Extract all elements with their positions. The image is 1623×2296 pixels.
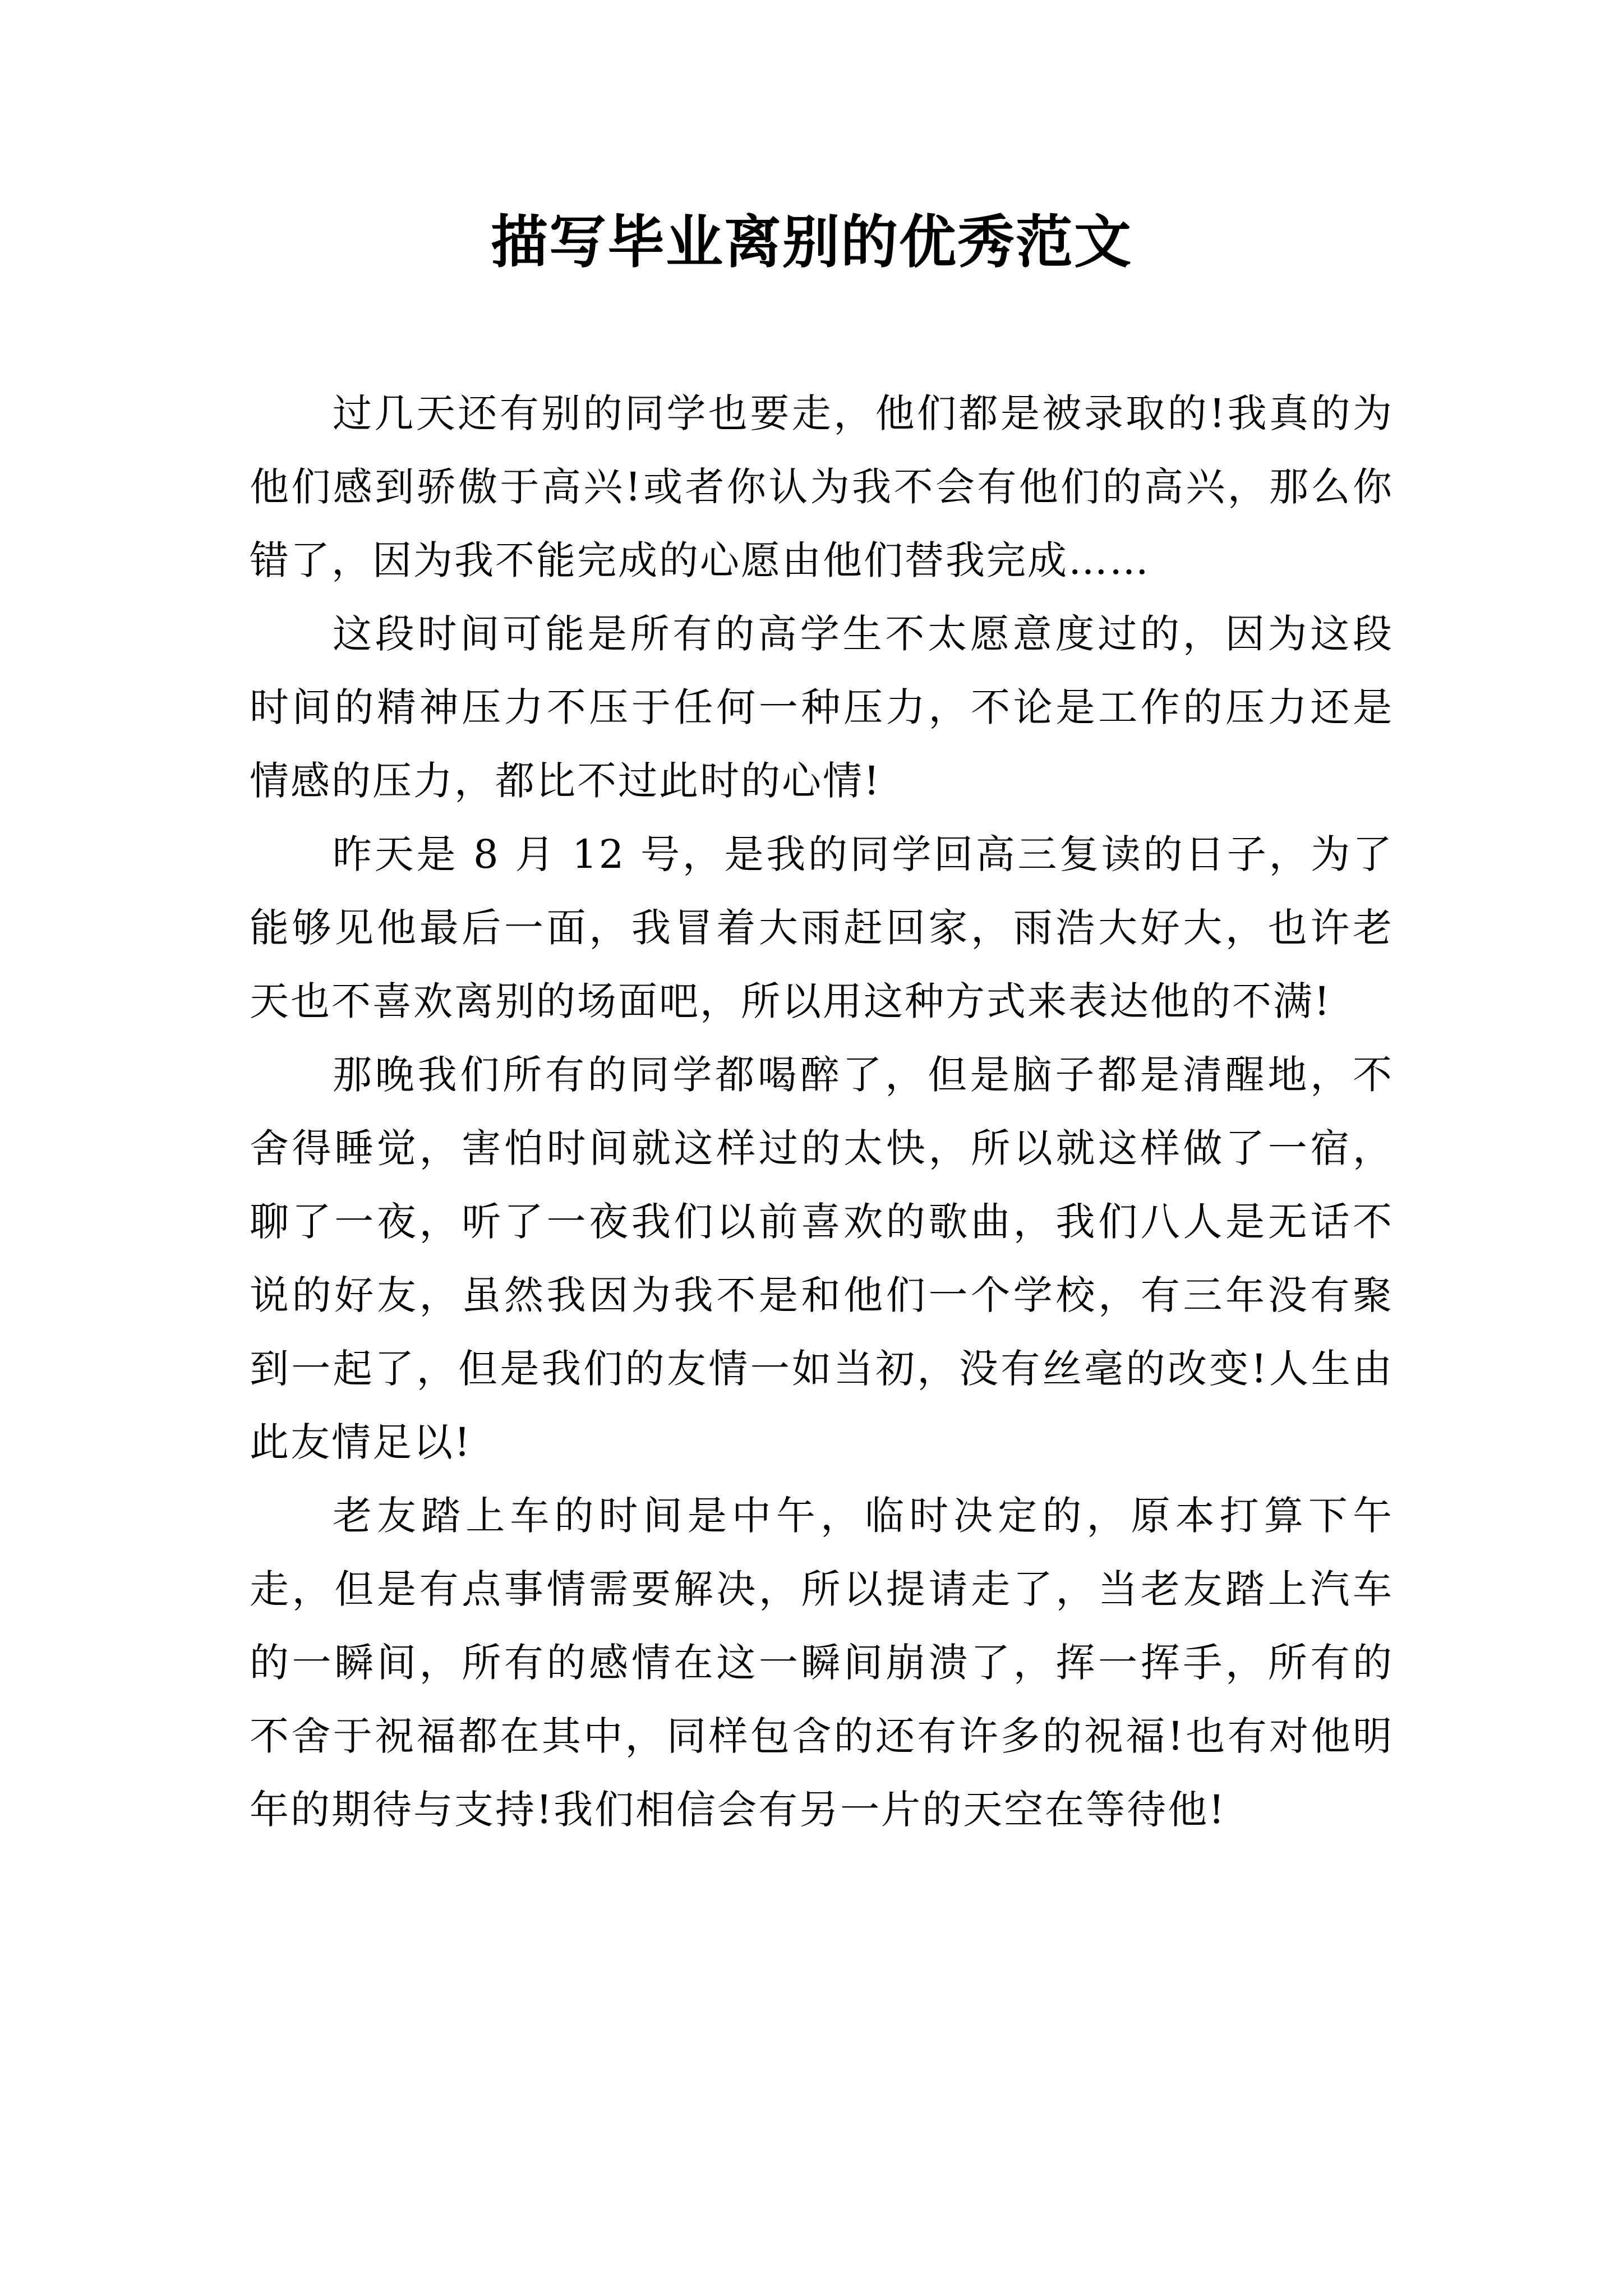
document-title: 描写毕业离别的优秀范文	[491, 209, 1132, 276]
paragraph-3: 昨天是 8 月 12 号，是我的同学回高三复读的日子，为了能够见他最后一面，我冒着大雨赶回家，雨浩大好大，也许老天也不喜欢离别的场面吧，所以用这种方式来表达他的不满!	[250, 831, 1394, 1024]
document-body	[250, 377, 1394, 1847]
paragraph-4: 那晚我们所有的同学都喝醉了，但是脑子都是清醒地，不舍得睡觉，害怕时间就这样过的太快，所以就这样做了一宿，聊了一夜，听了一夜我们以前喜欢的歌曲，我们八人是无话不说的好友，虽然我因为我不是和他们一个学校，有三年没有聚到一起了，但是我们的友情一如当初，没有丝毫的改变!人生由此友情足以!	[250, 1052, 1394, 1465]
paragraph-5: 老友踏上车的时间是中午，临时决定的，原本打算下午走，但是有点事情需要解决，所以提请走了，当老友踏上汽车的一瞬间，所有的感情在这一瞬间崩溃了，挥一挥手，所有的不舍于祝福都在其中，同样包含的还有许多的祝福!也有对他明年的期待与支持!我们相信会有另一片的天空在等待他!	[250, 1493, 1394, 1833]
paragraph-1: 过几天还有别的同学也要走，他们都是被录取的!我真的为他们感到骄傲于高兴!或者你认为我不会有他们的高兴，那么你错了，因为我不能完成的心愿由他们替我完成……	[250, 390, 1394, 583]
paragraph-2: 这段时间可能是所有的高学生不太愿意度过的，因为这段时间的精神压力不压于任何一种压力，不论是工作的压力还是情感的压力，都比不过此时的心情!	[250, 611, 1394, 804]
